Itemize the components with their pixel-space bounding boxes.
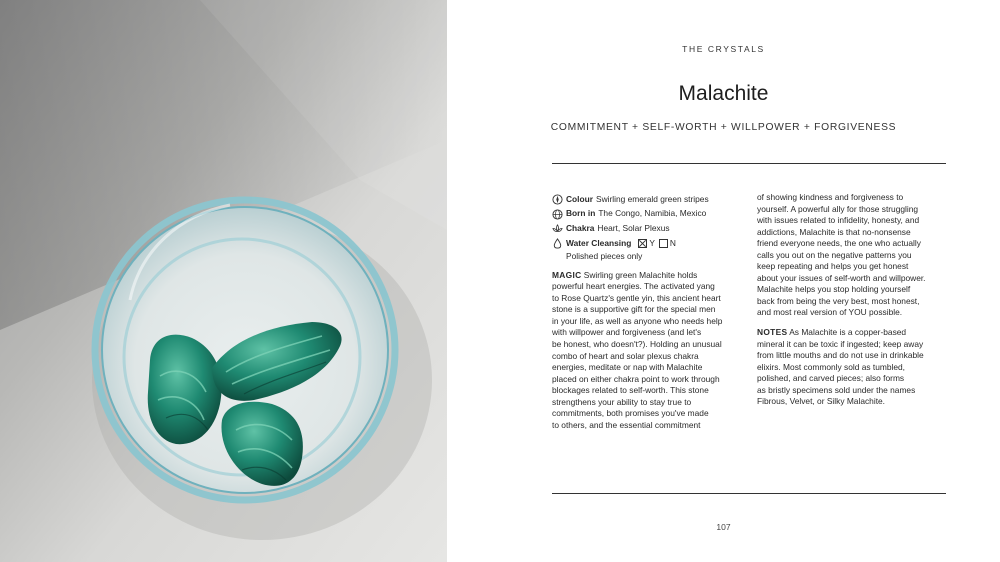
- magic-line: placed on either chakra point to work through: [552, 373, 720, 384]
- colour-value: Swirling emerald green stripes: [595, 193, 709, 204]
- magic-line: to others, and the essential commitment: [552, 419, 701, 430]
- page-title: Malachite: [678, 82, 769, 105]
- malachite-bowl-illustration: [0, 0, 447, 562]
- water-drop-icon: [552, 238, 563, 249]
- magic-line: to Rose Quartz's gentle yin, this ancient heart: [552, 292, 721, 303]
- magic-cont-line: of showing kindness and forgiveness to: [757, 192, 904, 202]
- book-page: [447, 0, 1000, 562]
- chakra-value: Heart, Solar Plexus: [597, 222, 670, 233]
- right-column: [757, 192, 949, 408]
- magic-paragraph: [552, 270, 740, 432]
- born-in-value: The Congo, Namibia, Mexico: [598, 208, 707, 219]
- lotus-icon: [552, 223, 563, 234]
- magic-line: blockages related to self-worth. This stone: [552, 385, 709, 396]
- magic-cont-line: with issues related to infidelity, honesty, and: [757, 215, 920, 226]
- no-checkbox: [659, 239, 668, 248]
- magic-line: combo of heart and solar plexus chakra: [552, 350, 699, 361]
- bottom-divider: [552, 493, 946, 494]
- notes-paragraph: [757, 327, 949, 408]
- magic-line: with willpower and forgiveness (and let's: [552, 327, 702, 338]
- magic-line: Swirling green Malachite holds: [581, 269, 698, 280]
- yes-checkbox-checked: [638, 239, 647, 248]
- magic-cont-line: back from being the very best, most honest,: [757, 295, 920, 306]
- magic-line: commitments, both promises you've made: [552, 408, 709, 419]
- water-cleansing-property: [552, 236, 740, 251]
- notes-line: Fibrous, Velvet, or Silky Malachite.: [757, 396, 886, 407]
- tagline: COMMITMENT + SELF-WORTH + WILLPOWER + FORGIVENESS: [550, 122, 897, 133]
- yes-option-label: Y: [649, 237, 655, 248]
- magic-continued-paragraph: [757, 192, 949, 319]
- notes-line: as bristly specimens sold under the names: [757, 384, 916, 395]
- chakra-property: [552, 221, 740, 236]
- magic-cont-line: friend everyone needs, the one who actually: [757, 238, 921, 249]
- magic-line: be honest, who doesn't?). Holding an unusual: [552, 339, 722, 350]
- malachite-photo: [0, 0, 447, 562]
- magic-line: energies, meditate or nap with Malachite: [552, 362, 703, 373]
- notes-line: polished, and carved pieces; also forms: [757, 373, 905, 384]
- no-option-label: N: [669, 237, 676, 248]
- colour-property: [552, 192, 740, 207]
- magic-cont-line: Malachite helps you stop holding yourself: [757, 284, 911, 295]
- water-cleansing-label: Water Cleansing: [566, 237, 632, 248]
- top-divider: [552, 163, 946, 164]
- notes-line: from little mouths and do not use in drinkable: [757, 350, 924, 361]
- magic-label: MAGIC: [552, 269, 582, 280]
- chakra-label: Chakra: [566, 222, 595, 233]
- magic-line: stone is a supportive gift for the special men: [552, 304, 716, 315]
- magic-cont-line: and most real version of YOU possible.: [757, 307, 903, 318]
- section-header: THE CRYSTALS: [682, 44, 765, 54]
- left-column: [552, 192, 740, 431]
- magic-line: powerful heart energies. The activated yang: [552, 281, 715, 292]
- compass-icon: [552, 194, 563, 205]
- magic-line: strengthens your ability to stay true to: [552, 396, 692, 407]
- magic-cont-line: about your issues of self-worth and willpower.: [757, 272, 926, 283]
- globe-icon: [552, 209, 563, 220]
- page-number: 107: [716, 522, 731, 532]
- magic-cont-line: yourself. A powerful ally for those struggling: [757, 203, 919, 214]
- notes-line: As Malachite is a copper-based: [787, 327, 907, 338]
- magic-cont-line: calls you out on the negative patterns you: [757, 249, 912, 260]
- notes-line: elixirs. Most commonly sold as tumbled,: [757, 361, 906, 372]
- water-cleansing-note: Polished pieces only: [566, 250, 643, 261]
- magic-cont-line: addictions, Malachite is that no-nonsense: [757, 226, 911, 237]
- colour-label: Colour: [566, 193, 593, 204]
- notes-line: mineral it can be toxic if ingested; keep away: [757, 338, 924, 349]
- notes-label: NOTES: [757, 327, 788, 338]
- born-in-label: Born in: [566, 208, 596, 219]
- born-in-property: [552, 207, 740, 222]
- magic-line: in your life, as well as anyone who needs help: [552, 315, 723, 326]
- magic-cont-line: keep repeating and helps you get honest: [757, 261, 909, 272]
